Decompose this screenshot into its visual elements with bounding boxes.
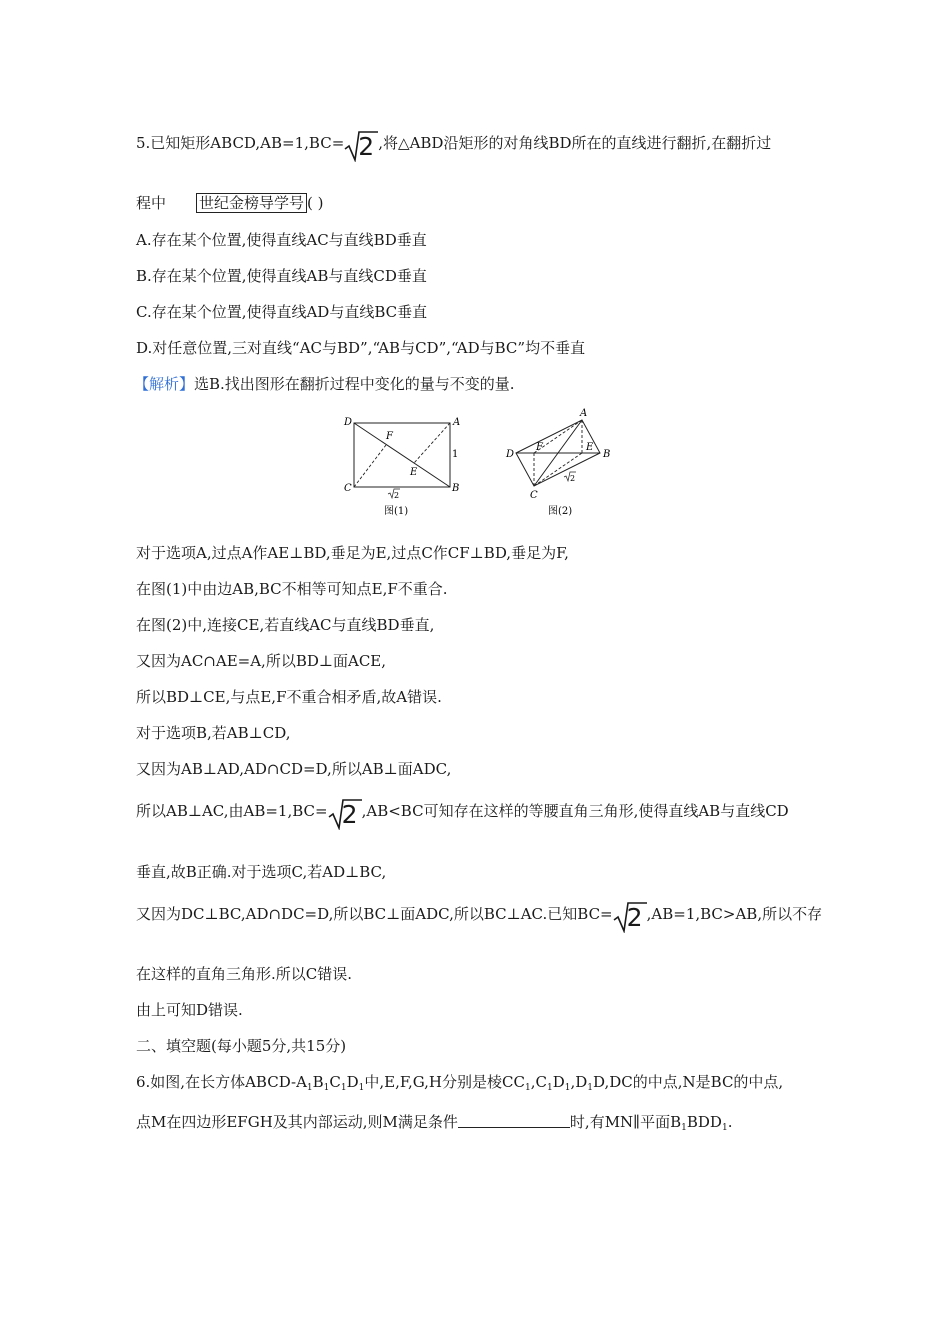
fig2-label-b: B xyxy=(603,449,611,460)
q6-text: ,C xyxy=(530,1073,547,1091)
q5-stem-part2: ,将△ABD沿矩形的对角线BD所在的直线进行翻折,在翻折过 xyxy=(378,134,772,152)
fig1-label-d: D xyxy=(344,417,353,428)
q6-text: BDD xyxy=(686,1113,722,1131)
solution-line-4: 又因为AC∩AE=A,所以BD⊥面ACE, xyxy=(136,652,387,670)
solution-line-8-a: 所以AB⊥AC,由AB=1,BC= xyxy=(136,802,328,820)
subscript: 1 xyxy=(340,1083,347,1093)
q6-line-1 xyxy=(136,1072,783,1092)
solution-line-5: 所以BD⊥CE,与点E,F不重合相矛盾,故A错误. xyxy=(136,688,442,706)
analysis-tag: 【解析】 xyxy=(134,375,195,393)
q6-line-2 xyxy=(136,1112,732,1132)
source-tag: 世纪金榜导学号 xyxy=(196,193,307,213)
q6-text: 中,E,F,G,H分别是棱CC xyxy=(364,1073,525,1091)
subscript: 1 xyxy=(681,1123,687,1133)
q6-text: 时,有MN∥平面B xyxy=(569,1113,682,1131)
figure-1 xyxy=(340,410,470,520)
subscript: 1 xyxy=(564,1083,571,1093)
solution-line-1: 对于选项A,过点A作AE⊥BD,垂足为E,过点C作CF⊥BD,垂足为F, xyxy=(136,544,569,562)
sqrt-symbol xyxy=(328,798,362,830)
radicand: 2 xyxy=(341,800,358,829)
fig2-bottom-num: 2 xyxy=(570,474,576,483)
q6-text: 点M在四边形EFGH及其内部运动,则M满足条件 xyxy=(136,1113,458,1131)
solution-line-10-b: ,AB=1,BC>AB,所以不存 xyxy=(646,905,823,923)
q5-stem-line2-a: 程中 xyxy=(136,194,167,212)
fig1-label-c: C xyxy=(344,483,352,494)
section-heading: 二、填空题(每小题5分,共15分) xyxy=(136,1037,347,1055)
figure-2 xyxy=(502,406,622,520)
q6-text: D xyxy=(346,1073,359,1091)
solution-line-7: 又因为AB⊥AD,AD∩CD=D,所以AB⊥面ADC, xyxy=(136,760,452,778)
option-d: D.对任意位置,三对直线“AC与BD”,“AB与CD”,“AD与BC”均不垂直 xyxy=(136,339,586,357)
fig2-caption: 图(2) xyxy=(548,506,573,517)
fig1-label-e: E xyxy=(410,467,418,478)
subscript: 1 xyxy=(721,1123,728,1133)
analysis-intro: 选B.找出图形在翻折过程中变化的量与不变的量. xyxy=(194,375,515,393)
answer-parentheses: ( ) xyxy=(307,194,324,212)
analysis-intro-line xyxy=(134,374,515,394)
fig2-label-a: A xyxy=(580,408,588,419)
radicand: 2 xyxy=(358,132,375,161)
subscript: 1 xyxy=(587,1083,593,1093)
q5-stem-part1: 5.已知矩形ABCD,AB=1,BC= xyxy=(136,134,345,152)
fig2-label-f: F xyxy=(536,442,543,453)
answer-blank[interactable] xyxy=(458,1113,570,1128)
fig1-bottom-num: 2 xyxy=(394,491,400,500)
fig2-label-d: D xyxy=(506,449,515,460)
radicand: 2 xyxy=(626,903,643,932)
solution-line-10-a: 又因为DC⊥BC,AD∩DC=D,所以BC⊥面ADC,所以BC⊥AC.已知BC= xyxy=(136,905,613,923)
solution-line-8-b: ,AB<BC可知存在这样的等腰直角三角形,使得直线AB与直线CD xyxy=(361,802,789,820)
q6-text: . xyxy=(727,1113,733,1131)
option-b: B.存在某个位置,使得直线AB与直线CD垂直 xyxy=(136,267,427,285)
option-c: C.存在某个位置,使得直线AD与直线BC垂直 xyxy=(136,303,428,321)
q6-text: D,DC的中点,N是BC的中点, xyxy=(592,1073,784,1091)
fig2-label-c: C xyxy=(530,490,538,501)
subscript: 1 xyxy=(546,1083,553,1093)
q5-stem-line2 xyxy=(136,193,324,213)
q6-text: B xyxy=(312,1073,324,1091)
fig1-label-a: A xyxy=(453,417,461,428)
fig1-caption: 图(1) xyxy=(384,506,409,517)
subscript: 1 xyxy=(358,1083,365,1093)
subscript: 1 xyxy=(524,1083,531,1093)
solution-line-8 xyxy=(136,798,789,830)
solution-line-12: 由上可知D错误. xyxy=(136,1001,243,1019)
fig1-label-f: F xyxy=(386,431,393,442)
option-a: A.存在某个位置,使得直线AC与直线BD垂直 xyxy=(136,231,427,249)
solution-line-11: 在这样的直角三角形.所以C错误. xyxy=(136,965,353,983)
fig1-label-side: 1 xyxy=(452,449,459,460)
subscript: 1 xyxy=(323,1083,330,1093)
solution-line-3: 在图(2)中,连接CE,若直线AC与直线BD垂直, xyxy=(136,616,435,634)
subscript: 1 xyxy=(306,1083,313,1093)
solution-line-9: 垂直,故B正确.对于选项C,若AD⊥BC, xyxy=(136,863,387,881)
fig1-label-b: B xyxy=(452,483,460,494)
q6-text: 6.如图,在长方体ABCD-A xyxy=(136,1073,307,1091)
solution-line-2: 在图(1)中由边AB,BC不相等可知点E,F不重合. xyxy=(136,580,448,598)
q6-text: ,D xyxy=(570,1073,588,1091)
q5-stem-line1 xyxy=(136,130,771,162)
solution-line-6: 对于选项B,若AB⊥CD, xyxy=(136,724,291,742)
sqrt-symbol xyxy=(344,130,378,162)
sqrt-symbol xyxy=(613,901,647,933)
q6-text: D xyxy=(552,1073,565,1091)
fig2-label-e: E xyxy=(586,442,594,453)
q6-text: C xyxy=(329,1073,341,1091)
solution-line-10 xyxy=(136,901,822,933)
